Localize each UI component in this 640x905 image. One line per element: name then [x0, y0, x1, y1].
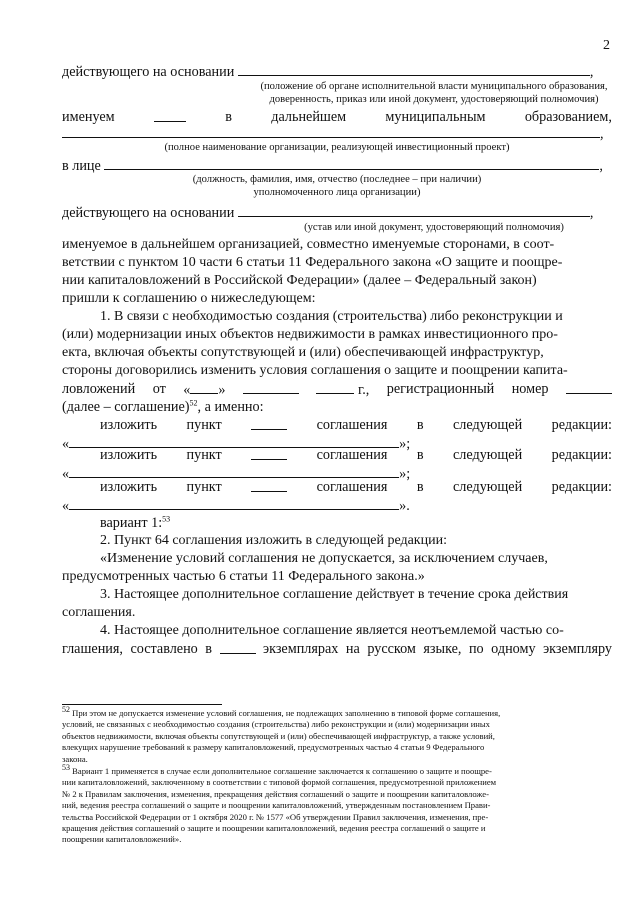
footnote-53: $^{53}$ Вариант 1 применяется в случае если дополнительное соглашение заключается к соглашению о защите и поощре- нии капиталовложений, заключенному в соответствии с типовой формой соглашения, предусмотренной приложением № 2 к Правилам заключения, изменения, прекращения действия соглашений о защите и поощрении капиталовложе- ний, ведения реестра соглашений о защите и поощрении капиталовложений, утвержденным постановлением Прави- тельства Российской Федерации от 1 октября 2020 г. № 1577 «Об утверждении Правил заключения, изменения, пре- кращения действия соглашений о защите и поощрении капиталовложений, ведения реестра соглашений о защите и поощрении капиталовложений». [62, 763, 497, 845]
blank-line [154, 108, 186, 122]
basis-line-2: действующего на основании , [62, 205, 594, 221]
blank-line [251, 416, 287, 430]
paragraph-1: 1. В связи с необходимостью создания (строительства) либо реконструкции и (или) модернизации иных объектов недвижимости в рамках инвестиционного про- екта, включая объекты сопутствующей и (или) обеспечивающей инфраструктур, стороны договорились изменить условия соглашения о защите и поощрении капита- [62, 309, 568, 378]
caption-charter: (устав или иной документ, удостоверяющий полномочия) [304, 222, 564, 233]
blank-line [243, 380, 299, 394]
paragraph-intro: именуемое в дальнейшем организацией, совместно именуемые сторонами, в соот- ветствии с пунктом 10 части 6 статьи 11 Федерального закона «О защите и поощре- нии капиталовложений в Российской Федерации» (далее – Федеральный закон) пришли к соглашению о нижеследующем: [62, 237, 563, 306]
page-number: 2 [603, 38, 610, 53]
amend-quote-3: « ». [62, 498, 410, 514]
agreement-ref-line: (далее – соглашение)$^{52}$, а именно: [62, 398, 264, 415]
blank-line [220, 640, 256, 654]
blank-line [69, 464, 399, 478]
blank-line [251, 446, 287, 460]
organization-line: , [62, 124, 612, 143]
blank-line [238, 62, 590, 76]
footnote-52: $^{52}$ При этом не допускается изменение условий соглашения, не подлежащих заполнению в типовой форме соглашения, условий, не связанных с необходимостью создания (строительства) либо реконструкции и (или) модернизации иных объектов недвижимости, включая объекты сопутствующей и (или) обеспечивающей инфраструктур, а также условий, влекущих нарушение требований к размеру капиталовложений, предусмотренных частью 4 статьи 9 Федерального закона. [62, 705, 501, 764]
caption-person: (должность, фамилия, имя, отчество (последнее – при наличии) уполномоченного лица организации) [192, 174, 482, 198]
person-line: в лице , [62, 158, 603, 174]
amend-quote-1: « »; [62, 436, 411, 452]
paragraph-4: 4. Настоящее дополнительное соглашение является неотъемлемой частью со- [100, 623, 564, 638]
agreement-date-line: ловложений от « » г., регистрационный номер [62, 380, 612, 399]
amend-line-3: изложить пункт соглашения в следующей редакции: [100, 479, 612, 495]
named-line: именуем в дальнейшем муниципальным образованием, [62, 109, 612, 125]
paragraph-4-line-2: глашения, составлено в экземплярах на русском языке, по одному экземпляру [62, 641, 612, 657]
blank-line [62, 124, 600, 138]
blank-line [190, 380, 218, 394]
blank-line [104, 156, 599, 170]
amend-quote-2: « »; [62, 466, 411, 482]
blank-line [238, 203, 590, 217]
footnote-separator [62, 704, 222, 705]
variant-label: вариант 1:$^{53}$ [100, 514, 171, 531]
blank-line [566, 380, 612, 394]
caption-organization: (полное наименование организации, реализующей инвестиционный проект) [164, 142, 510, 153]
blank-line [316, 380, 354, 394]
blank-line [251, 478, 287, 492]
paragraph-2-3: 2. Пункт 64 соглашения изложить в следующей редакции: «Изменение условий соглашения не допускается, за исключением случаев, предусмотренных частью 6 статьи 11 Федерального закона.» 3. Настоящее дополнительное соглашение действует в течение срока действия соглашения. [62, 533, 569, 620]
amend-line-1: изложить пункт соглашения в следующей редакции: [100, 417, 612, 433]
caption-authority: (положение об органе исполнительной власти муниципального образования, доверенность, приказ или иной документ, удостоверяющий полномочия) [260, 81, 608, 105]
blank-line [69, 496, 399, 510]
basis-line-1: действующего на основании , [62, 64, 594, 80]
amend-line-2: изложить пункт соглашения в следующей редакции: [100, 447, 612, 463]
